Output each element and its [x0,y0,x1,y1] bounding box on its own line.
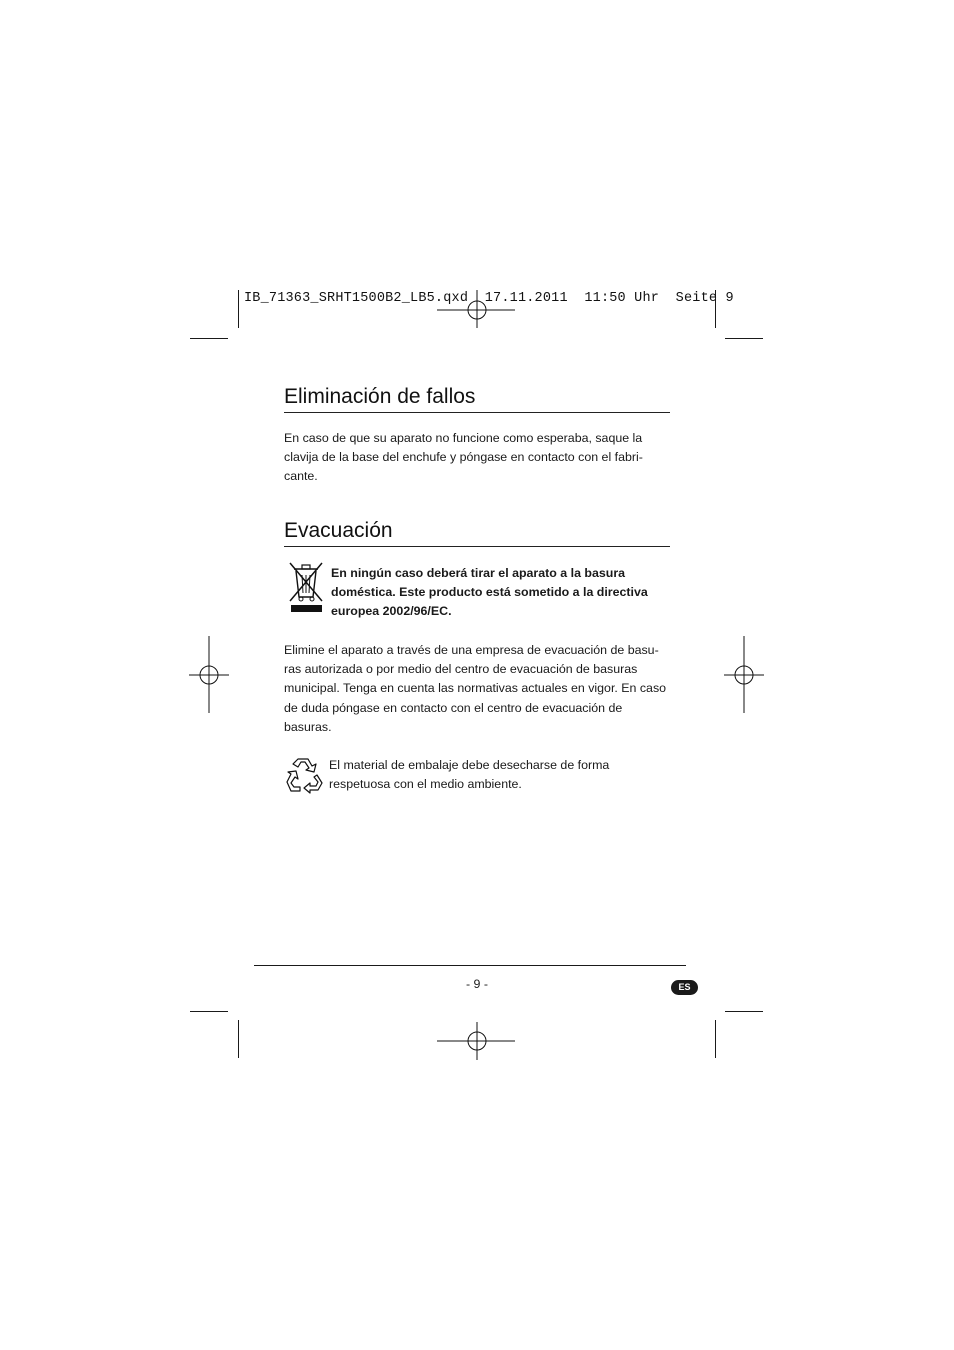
weee-notice: En ningún caso deberá tirar el aparato a la basura doméstica. Este producto está sometido a la directiva europea 2002/96/EC. [331,566,648,619]
crop-mark [238,1020,239,1058]
crop-mark [715,1020,716,1058]
crop-mark [190,1011,228,1012]
registration-mark-icon [189,636,231,714]
crossed-out-bin-icon [288,561,324,615]
crop-mark [238,290,239,328]
registration-mark-icon [724,636,766,714]
crop-mark [725,1011,763,1012]
crop-mark [190,338,228,339]
section-title: Evacuación [284,518,670,547]
footer-rule [254,965,686,966]
recycle-notice: El material de embalaje debe desecharse de forma respetuosa con el medio ambiente. [329,758,610,792]
registration-mark-icon [437,1022,517,1062]
recycle-icon [284,755,324,795]
slug-line: IB_71363_SRHT1500B2_LB5.qxd 17.11.2011 11:50 Uhr Seite 9 [244,291,734,306]
paragraph: Elimine el aparato a través de una empresa de evacuación de basu-ras autorizada o por medio del centro de evacuación de basuras municipal. Tenga en cuenta las normativas actuales en vigor. En caso de duda póngase en contacto con el centro de evacuación de basuras. [284,643,667,734]
section-title: Eliminación de fallos [284,384,670,413]
page-number: - 9 - [465,977,489,991]
crop-mark [725,338,763,339]
language-badge: ES [671,980,698,995]
paragraph: En caso de que su aparato no funcione como esperaba, saque la clavija de la base del enchufe y póngase en contacto con el fabri-cante. [284,431,643,484]
